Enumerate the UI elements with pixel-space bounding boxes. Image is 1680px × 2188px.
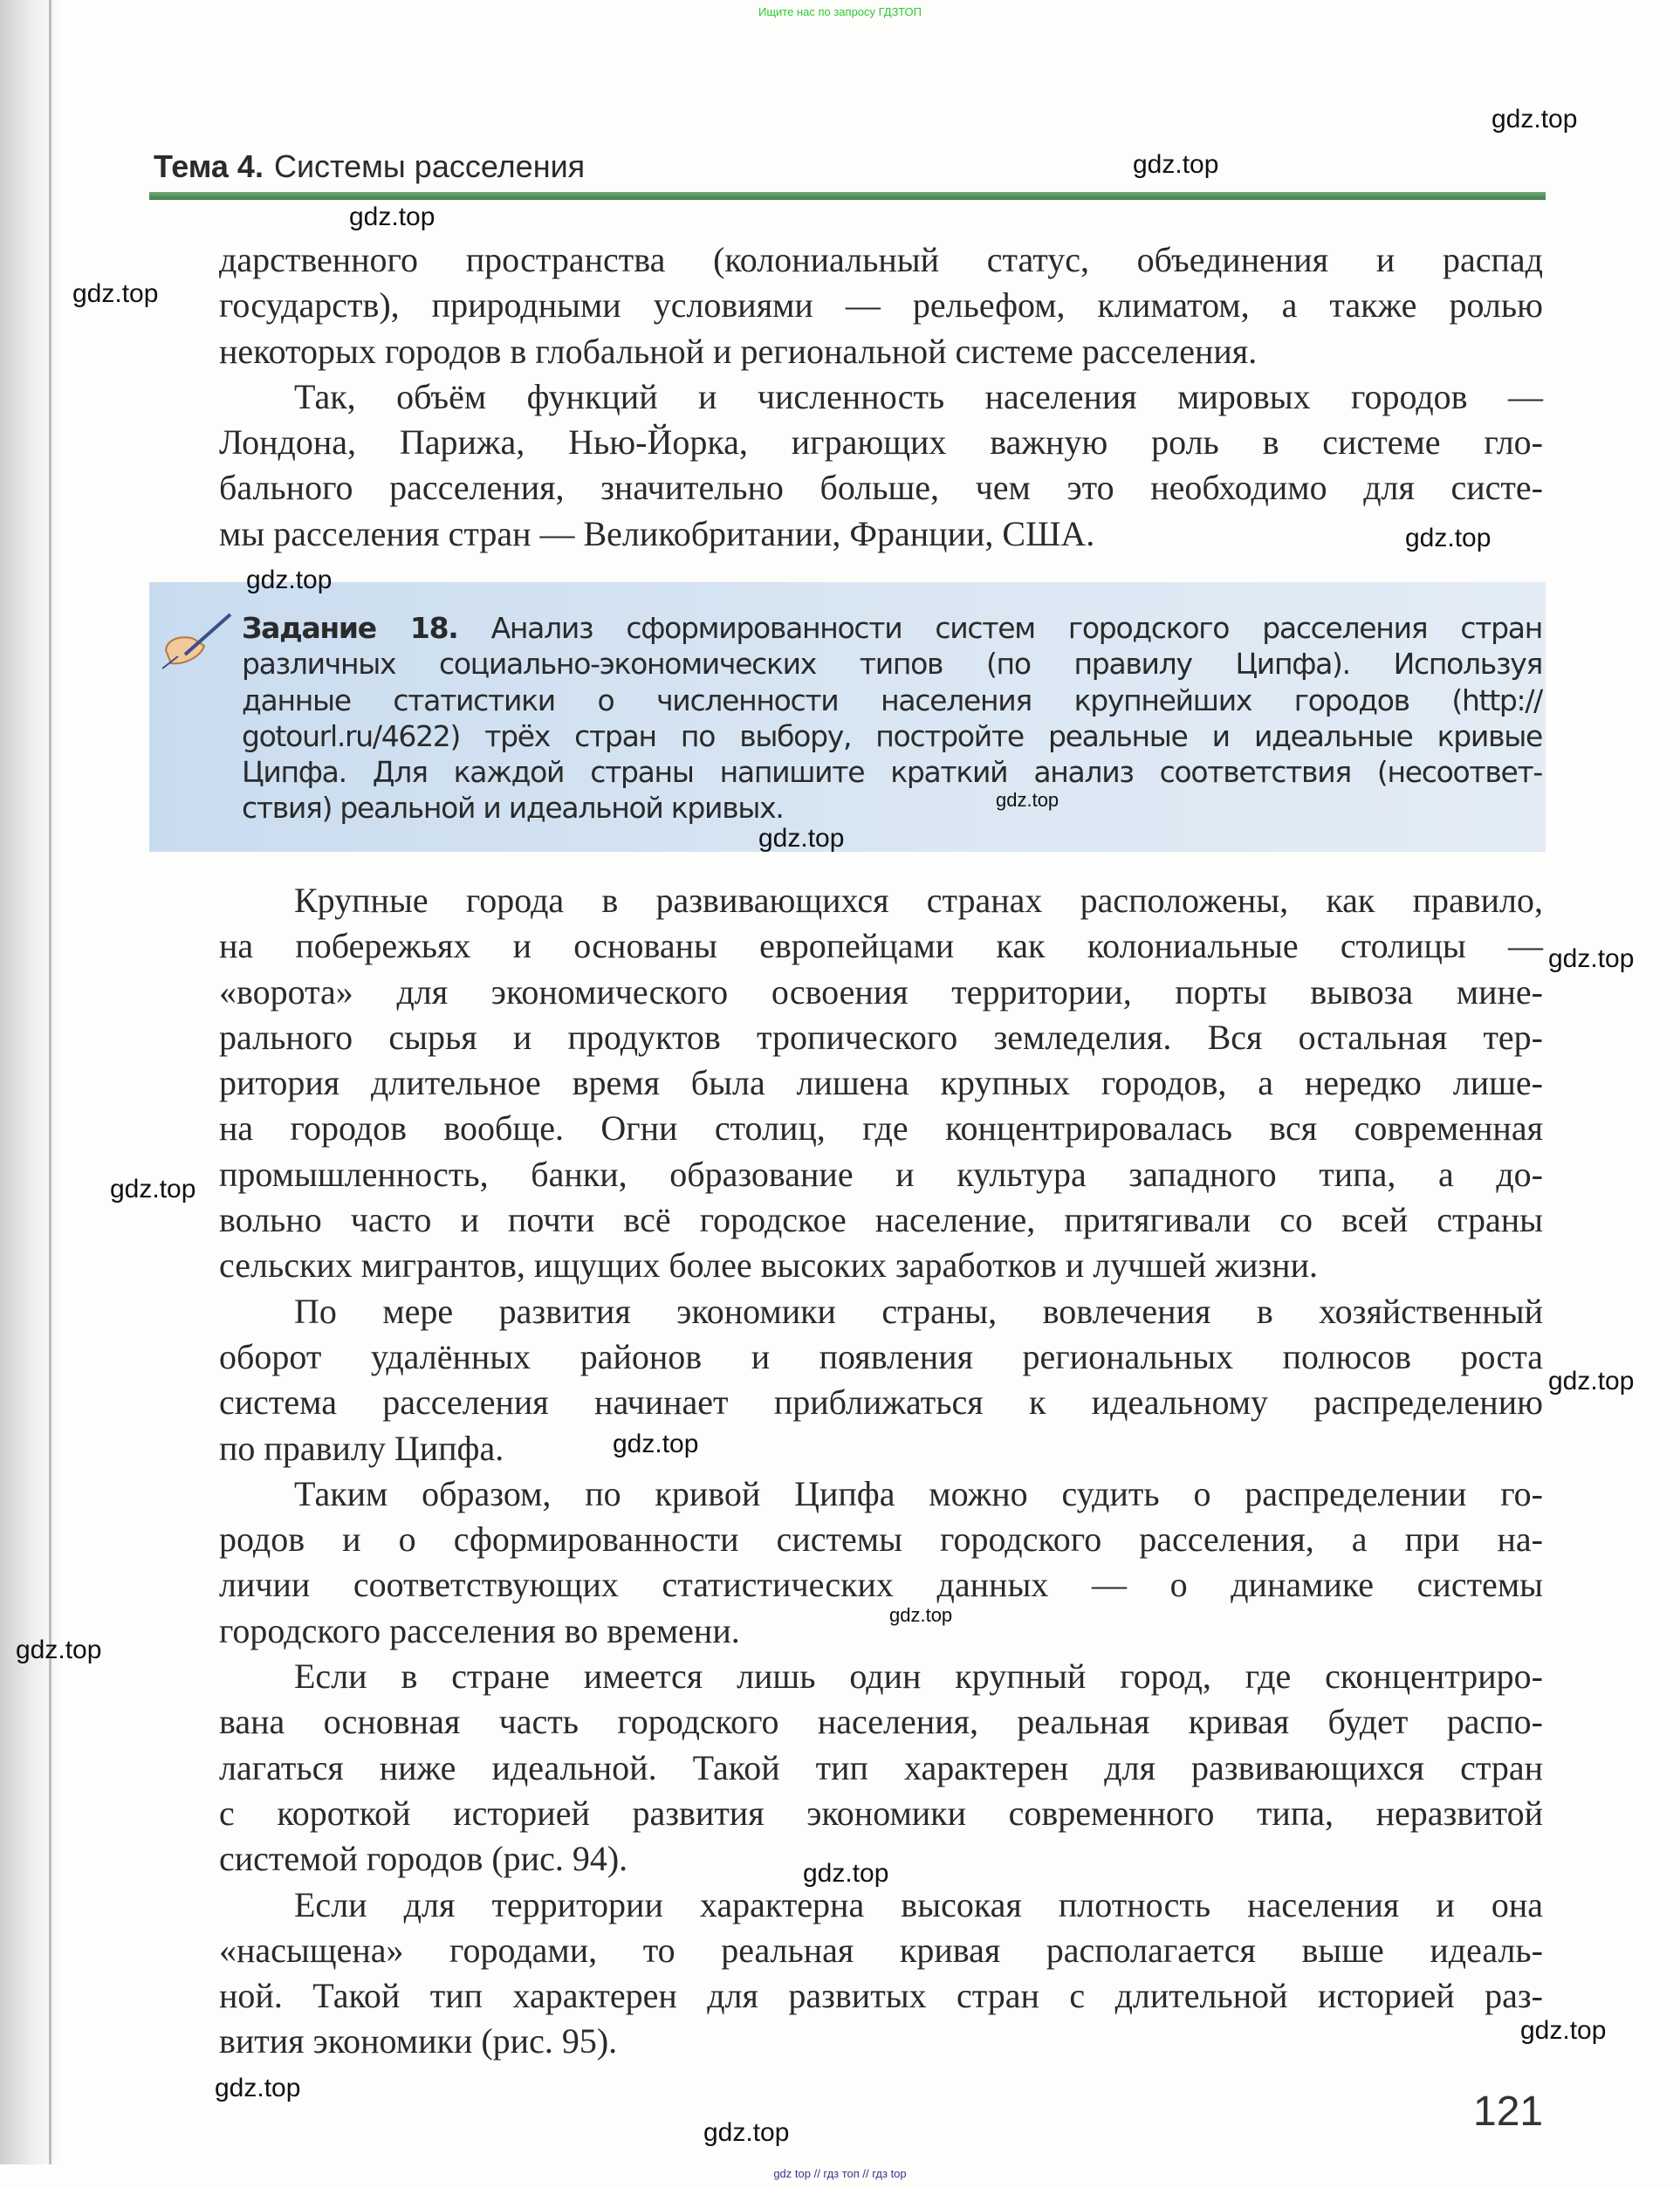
text-line: родов и о сформированности системы городского расселения, а при на- (219, 1519, 1543, 1560)
text-line: личии соответствующих статистических данных — о динамике системы (219, 1565, 1543, 1605)
text-line: ной. Такой тип характерен для развитых стран с длительной историей раз- (219, 1976, 1543, 2016)
bottom-banner[interactable]: gdz top // гдз топ // гдз top (773, 2167, 907, 2180)
watermark: gdz.top (110, 1175, 196, 1204)
text-line: бального расселения, значительно больше, чем это необходимо для систе- (219, 468, 1543, 508)
text-line: Если для территории характерна высокая плотность населения и она (294, 1884, 1543, 1924)
intro-text (219, 237, 1543, 557)
watermark: gdz.top (1133, 150, 1219, 179)
text-line: По мере развития экономики страны, вовлечения в хозяйственный (294, 1291, 1543, 1331)
watermark: gdz.top (246, 566, 333, 594)
text-line: на городов вообще. Огни столиц, где концентрировалась вся современная (219, 1108, 1543, 1149)
text-line: дарственного пространства (колониальный статус, объединения и распад (219, 240, 1543, 279)
text-line: Таким образом, по кривой Ципфа можно судить о распределении го- (294, 1473, 1543, 1513)
watermark: gdz.top (1548, 944, 1635, 973)
task-line (242, 611, 1542, 647)
watermark: gdz.top (996, 789, 1059, 811)
page-edge (49, 0, 51, 2164)
text-line: «ворота» для экономического освоения территории, порты вывоза мине- (219, 971, 1543, 1012)
task-line-text: Анализ сформированности систем городского расселения стран (490, 611, 1542, 645)
text-line: промышленность, банки, образование и культура западного типа, а до- (219, 1154, 1543, 1194)
text-line: оборот удалённых районов и появления региональных полюсов роста (219, 1336, 1543, 1376)
text-line: Если в стране имеется лишь один крупный город, где сконцентриро- (294, 1656, 1543, 1697)
watermark: gdz.top (613, 1430, 699, 1458)
watermark: gdz.top (16, 1636, 102, 1664)
watermark: gdz.top (758, 824, 845, 853)
text-line: вития экономики (рис. 95). (219, 2021, 618, 2061)
text-line: Крупные города в развивающихся странах расположены, как правило, (294, 881, 1543, 920)
task-line: данные статистики о численности населения крупнейших городов (http:// (242, 682, 1542, 717)
watermark: gdz.top (1491, 105, 1578, 134)
text-line: некоторых городов в глобальной и региональной системе расселения. (219, 331, 1258, 371)
text-line: вольно часто и почти всё городское население, притягивали со всей страны (219, 1200, 1543, 1240)
task-line: Ципфа. Для каждой страны напишите краткий анализ соответствия (несоответ- (242, 755, 1542, 790)
watermark: gdz.top (349, 202, 435, 231)
watermark: gdz.top (703, 2118, 790, 2147)
text-line: городского расселения во времени. (219, 1610, 740, 1650)
watermark: gdz.top (215, 2074, 301, 2102)
pencil-hand-icon (159, 611, 234, 672)
text-line: ритория длительное время была лишена крупных городов, а нередко лише- (219, 1063, 1543, 1103)
watermark: gdz.top (889, 1604, 953, 1626)
task-label: Задание 18. (242, 611, 458, 645)
text-line: рального сырья и продуктов тропического земледелия. Вся остальная тер- (219, 1017, 1543, 1057)
task-line: различных социально-экономических типов (по правилу Ципфа). Используя (242, 647, 1542, 682)
text-line: Так, объём функций и численность населения мировых городов — (294, 376, 1543, 416)
task-line: gotourl.ru/4622) трёх стран по выбору, постройте реальные и идеальные кривые (242, 718, 1542, 753)
text-line: мы расселения стран — Великобритании, Франции, США. (219, 513, 1095, 553)
watermark: gdz.top (1548, 1367, 1635, 1396)
text-line: по правилу Ципфа. (219, 1428, 504, 1468)
top-banner[interactable]: Ищите нас по запросу ГДЗТОП (758, 5, 922, 18)
text-line: на побережьях и основаны европейцами как колониальные столицы — (219, 926, 1543, 966)
text-line: Лондона, Парижа, Нью-Йорка, играющих важную роль в системе гло- (219, 422, 1543, 463)
page-header (154, 148, 585, 185)
text-line: вана основная часть городского населения, реальная кривая будет распо- (219, 1702, 1543, 1742)
page-gutter-shadow (0, 0, 61, 2164)
topic-label: Тема 4. (154, 148, 264, 184)
text-line: система расселения начинает приближаться к идеальному распределению (219, 1382, 1543, 1423)
watermark: gdz.top (72, 279, 159, 308)
text-line: «насыщена» городами, то реальная кривая располагается выше идеаль- (219, 1930, 1543, 1970)
topic-title: Системы расселения (273, 148, 586, 184)
watermark: gdz.top (1520, 2016, 1607, 2045)
text-line: сельских мигрантов, ищущих более высоких заработков и лучшей жизни. (219, 1245, 1318, 1286)
watermark: gdz.top (1405, 524, 1491, 552)
text-line: системой городов (рис. 94). (219, 1839, 628, 1879)
header-rule (149, 192, 1546, 200)
task-line: ствия) реальной и идеальной кривых. (242, 791, 784, 826)
text-line: государств), природными условиями — рельефом, климатом, а также ролью (219, 285, 1543, 326)
task-text (242, 611, 1542, 827)
page-number: 121 (1473, 2089, 1544, 2135)
text-line: с короткой историей развития экономики современного типа, неразвитой (219, 1793, 1543, 1833)
watermark: gdz.top (803, 1859, 889, 1888)
text-line: лагаться ниже идеальной. Такой тип характерен для развивающихся стран (219, 1747, 1543, 1787)
